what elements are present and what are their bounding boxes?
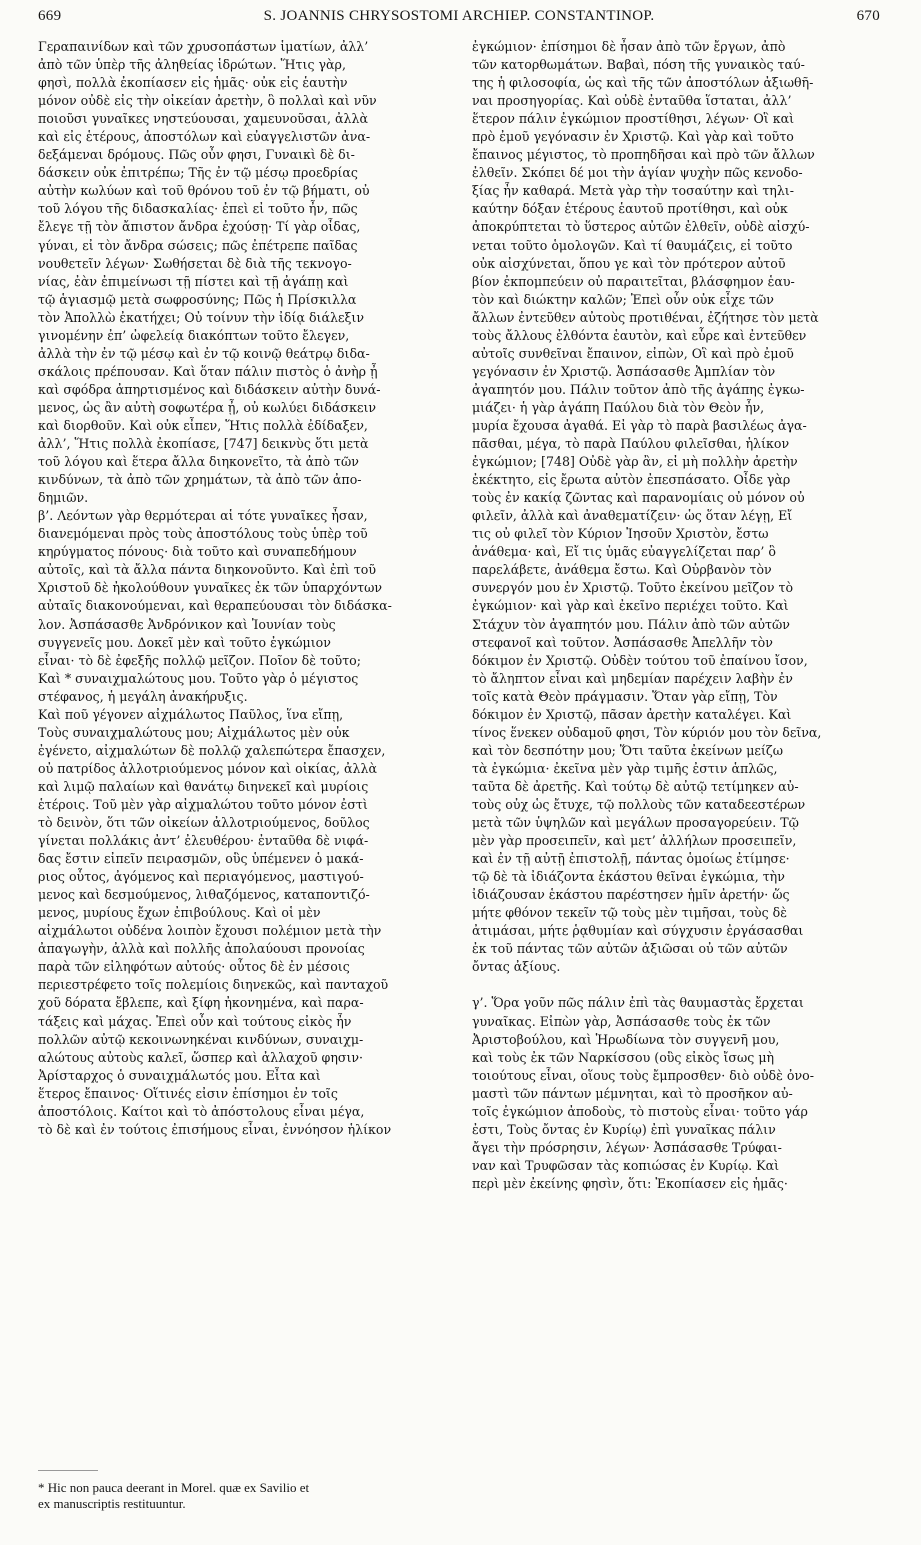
text-line: μετὰ τῶν ὑψηλῶν καὶ μεγάλων προσαγορεύειν. Τῷ xyxy=(472,815,799,831)
text-line: ἐστι, Τοὺς ὄντας ἐν Κυρίῳ) ἐπὶ γυναῖκας πάλιν xyxy=(472,1121,776,1137)
text-line: κηρύγματος πόνους· διὰ τοῦτο καὶ συναπεδήμουν xyxy=(38,544,357,560)
text-line: ἀπαγωγὴν, ἀλλὰ καὶ πολλῆς ἀπολαύουσι προνοίας xyxy=(38,941,365,957)
text-line: ἔπαινος μέγιστος, τὸ προπηδῆσαι καὶ πρὸ τῶν ἄλλων xyxy=(472,147,815,163)
text-line: αὐτοῖς, καὶ τὰ ἄλλα πάντα διηκονοῦντο. Καὶ ἐπὶ τοῦ xyxy=(38,562,377,578)
text-line: οὐ πατρίδος ἀλλοτριούμενος μόνον καὶ οἰκίας, ἀλλὰ xyxy=(38,760,377,776)
footnote-rule xyxy=(38,1470,98,1471)
text-line: παρελάβετε, ἀνάθεμα ἔστω. Καὶ Οὐρβανὸν τὸν xyxy=(472,562,772,578)
text-line: τὸ ἄληπτον εἶναι καὶ μηδεμίαν παρέχειν λαβὴν ἐν xyxy=(472,670,793,686)
text-line: μυρία ἔχουσα ἀγαθά. Εἰ γὰρ τὸ παρὰ βασιλέως ἀγα- xyxy=(472,417,807,433)
text-line: μενος, μυρίους ἔχων ἐπιβούλους. Καὶ οἱ μὲν xyxy=(38,905,321,921)
footnote-line: * Hic non pauca deerant in Morel. quæ ex Savilio et xyxy=(38,1480,310,1495)
right-column-text xyxy=(472,38,890,1193)
footnote-line: ex manuscriptis restituuntur. xyxy=(38,1496,186,1511)
text-line: Στάχυν τὸν ἀγαπητόν μου. Πάλιν ἀπὸ τῶν αὐτῶν xyxy=(472,616,790,632)
text-line: τοῖς κατὰ Θεὸν πράγμασιν. Ὅταν γὰρ εἴπῃ, Τὸν xyxy=(472,688,778,704)
running-title: S. JOANNIS CHRYSOSTOMI ARCHIEP. CONSTANTINOP. xyxy=(263,8,655,24)
text-line: μενος, ὡς ἂν αὐτὴ σοφωτέρα ᾖ, οὐ κωλύει διδάσκειν xyxy=(38,399,377,415)
text-line: ἀπὸ τῶν ὑπὲρ τῆς ἀληθείας ἱδρώτων. Ἥτις γὰρ, xyxy=(38,57,346,73)
text-line: ξίας ἦν καθαρά. Μετὰ γὰρ τὴν τοσαύτην καὶ τηλι- xyxy=(472,183,795,199)
text-line: ναι προσηγορίας. Καὶ οὐδὲ ἐνταῦθα ἵσταται, ἀλλ’ xyxy=(472,93,792,109)
text-line: αἰχμάλωτοι οὐδένα λοιπὸν ἔχουσι πολέμιον μετὰ τὴν xyxy=(38,923,382,939)
text-line: δημιῶν. xyxy=(38,490,89,506)
page-number-right: 670 xyxy=(856,8,880,24)
text-line: μιάζει· ἡ γὰρ ἀγάπη Παύλου διὰ τὸν Θεὸν ἦν, xyxy=(472,399,765,415)
text-line: καὶ διορθοῦν. Καὶ οὐκ εἶπεν, Ἥτις πολλὰ ἐδίδαξεν, xyxy=(38,417,368,433)
left-column-text xyxy=(38,38,456,1139)
text-line: Γεραπαινίδων καὶ τῶν χρυσοπάστων ἱματίων, ἀλλ’ xyxy=(38,39,369,54)
text-line: ἐγκώμιον· ἐπίσημοι δὲ ἦσαν ἀπὸ τῶν ἔργων, ἀπὸ xyxy=(472,39,786,54)
text-line: ριος οὗτος, ἀγόμενος καὶ περιαγόμενος, μαστιγού- xyxy=(38,869,364,885)
text-line: τὸν καὶ διώκτην καλῶν; Ἐπεὶ οὖν οὐκ εἶχε τῶν xyxy=(472,291,774,307)
text-line: εἶναι· τὸ δὲ ἐφεξῆς πολλῷ μεῖζον. Ποῖον δὲ τοῦτο; xyxy=(38,652,361,668)
text-line: της ἡ φιλοσοφία, ὡς καὶ τῆς τῶν ἀποστόλων ἀξιωθῆ- xyxy=(472,75,814,91)
text-line: νίας, ἐὰν ἐπιμείνωσι τῇ πίστει καὶ τῇ ἀγάπῃ καὶ xyxy=(38,273,349,289)
text-line: πολλῶν αὐτῷ κεκοινωνηκέναι κινδύνων, συναιχμ- xyxy=(38,1031,364,1047)
text-line: ἀποκρύπτεται τὸ ὕστερος αὐτῶν ἐλθεῖν, οὐδὲ αἰσχύ- xyxy=(472,219,810,235)
text-line: ἰδιάζουσαν ἑκάστου παρέστησεν ἡμῖν ἀρετήν· ὥς xyxy=(472,887,790,903)
text-line: Ἀρίσταρχος ὁ συναιχμάλωτός μου. Εἶτα καὶ xyxy=(38,1067,321,1083)
running-header xyxy=(38,8,880,30)
text-line: τοὺς οὐχ ὡς ἔτυχε, τῷ πολλοὺς τῶν καταδεεστέρων xyxy=(472,796,806,812)
text-line: ὄντας ἀξίους. xyxy=(472,959,561,975)
text-line: ἀλλ’, Ἥτις πολλὰ ἐκοπίασε, [747] δεικνὺς ὅτι μετὰ xyxy=(38,436,369,452)
text-line: νεται τοῦτο ὁμολογῶν. Καὶ τί θαυμάζεις, εἰ τοῦτο xyxy=(472,237,793,253)
text-line: τὸ δὲ καὶ ἐν τούτοις ἐπισήμους εἶναι, ἐννόησον ἡλίκον xyxy=(38,1121,392,1137)
text-line: δάσκειν οὐκ ἐπιτρέπω; Τῆς ἐν τῷ μέσῳ προεδρίας xyxy=(38,165,358,181)
page-number-left: 669 xyxy=(38,8,62,24)
text-line: Καὶ ποῦ γέγονεν αἰχμάλωτος Παῦλος, ἵνα εἴπῃ, xyxy=(38,706,344,722)
text-line: ἐκ τοῦ πάντας τῶν αὐτῶν ἀξιῶσαι οὐ τῶν αὐτῶν xyxy=(472,941,788,957)
text-line: Καὶ * συναιχμαλώτους μου. Τοῦτο γὰρ ὁ μέγιστος xyxy=(38,670,359,686)
text-line: παρὰ τῶν εἰληφότων αὐτούς· οὗτος δὲ ἐν μέσοις xyxy=(38,959,350,975)
text-line: ἐκέκτητο, εἰς ἔρωτα αὐτὸν ἐπεσπάσατο. Οἶδε γὰρ xyxy=(472,472,791,488)
text-line: συγγενεῖς μου. Δοκεῖ μὲν καὶ τοῦτο ἐγκώμιον xyxy=(38,634,331,650)
text-line: πρὸ ἐμοῦ γεγόνασιν ἐν Χριστῷ. Καὶ γὰρ καὶ τοῦτο xyxy=(472,129,794,145)
text-line: φιλεῖν, ἀλλὰ καὶ ἀναθεματίζειν· ὡς ὅταν λέγῃ, Εἴ xyxy=(472,508,793,524)
text-line: καὶ τὸν δεσπότην μου; Ὅτι ταῦτα ἐκείνων μείζω xyxy=(472,742,783,758)
text-line: Ἀριστοβούλου, καὶ Ἡρωδίωνα τὸν συγγενῆ μου, xyxy=(472,1031,780,1047)
text-line: πᾶσθαι, μέγα, τὸ παρὰ Παύλου φιλεῖσθαι, ἡλίκον xyxy=(472,436,790,452)
text-line: ἔλεγε τῇ τὸν ἄπιστον ἄνδρα ἐχούσῃ· Τί γὰρ οἶδας, xyxy=(38,219,361,235)
text-line: αὐτοῖς συνθεῖναι ἔπαινον, εἰπὼν, Οἳ καὶ πρὸ ἐμοῦ xyxy=(472,345,794,361)
text-line: μόνον οὐδὲ εἰς τὴν οἰκείαν ἀρετὴν, ὃ πολλαὶ καὶ νῦν xyxy=(38,93,377,109)
text-line: καὶ τοὺς ἐκ τῶν Ναρκίσσου (οὓς εἰκὸς ἴσως μὴ xyxy=(472,1049,775,1065)
text-line: τῶν κατορθωμάτων. Βαβαὶ, πόση τῆς γυναικὸς ταύ- xyxy=(472,57,805,73)
text-line: ἄγει τὴν πρόσρησιν, λέγων· Ἀσπάσασθε Τρύφαι- xyxy=(472,1139,782,1155)
text-line: ἀνάθεμα· καὶ, Εἴ τις ὑμᾶς εὐαγγελίζεται παρ’ ὃ xyxy=(472,544,777,560)
text-line: ἐγκώμιον; [748] Οὐδὲ γὰρ ἂν, εἰ μὴ πολλὴν ἀρετὴν xyxy=(472,454,798,470)
text-line: συνεργόν μου ἐν Χριστῷ. Τοῦτο ἐκείνου μεῖζον τὸ xyxy=(472,580,794,596)
text-line: τοὺς ἐν κακίᾳ ζῶντας καὶ παρανομίαις οὐ μόνον οὐ xyxy=(472,490,805,506)
text-line: ἑτέροις. Τοῦ μὲν γὰρ αἰχμαλώτου τοῦτο μόνον ἐστὶ xyxy=(38,796,368,812)
text-line: στέφανος, ἡ μεγάλη ἀνακήρυξις. xyxy=(38,688,248,704)
text-line: γίνεται πολλάκις ἀντ’ ἐλευθέρου· ἐνταῦθα δὲ νιφά- xyxy=(38,833,369,849)
text-line: χοῦ δόρατα ἔβλεπε, καὶ ξίφη ἠκονημένα, καὶ παρα- xyxy=(38,995,364,1011)
text-line: γύναι, εἰ τὸν ἄνδρα σώσεις; πῶς ἐπέτρεπε παῖδας xyxy=(38,237,358,253)
text-line: τοὺς ἄλλους ἐλθόντα ἑαυτὸν, καὶ εὗρε καὶ ἐντεῦθεν xyxy=(472,327,807,343)
text-line: φησὶ, πολλὰ ἐκοπίασεν εἰς ἡμᾶς· οὐκ εἰς ἑαυτὴν xyxy=(38,75,348,91)
text-line: τοῖς ἐγκώμιον ἀποδοὺς, τὸ πιστοὺς εἶναι· τοῦτο γάρ xyxy=(472,1103,808,1119)
text-line: περὶ μὲν ἐκείνης φησὶν, ὅτι: Ἐκοπίασεν εἰς ἡμᾶς· xyxy=(472,1175,788,1191)
text-line: αὐτὴν κωλύων καὶ τοῦ θρόνου τοῦ ἐν τῷ βήματι, οὐ xyxy=(38,183,370,199)
text-line: διανεμόμεναι πρὸς τοὺς ἀποστόλους τοὺς ὑπὲρ τοῦ xyxy=(38,526,368,542)
text-line: αλώτους αὐτοὺς καλεῖ, ὥσπερ καὶ ἀλλαχοῦ φησιν· xyxy=(38,1049,364,1065)
text-line: μαστὶ τῶν πάντων μέμνηται, καὶ τὸ προσῆκον αὐ- xyxy=(472,1085,793,1101)
text-line: τοιούτους εἶναι, οἵους τοὺς ἔμπροσθεν· διὸ οὐδὲ ὀνο- xyxy=(472,1067,814,1083)
footnote xyxy=(38,1480,456,1512)
text-line: τοῦ λόγου τῆς διδασκαλίας· ἐπεὶ εἰ τοῦτο ἦν, πῶς xyxy=(38,201,358,217)
text-line: στεφανοῖ καὶ τοῦτον. Ἀσπάσασθε Ἀπελλῆν τὸν xyxy=(472,634,773,650)
text-line: ἕτερος ἔπαινος· Οἵτινές εἰσιν ἐπίσημοι ἐν τοῖς xyxy=(38,1085,338,1101)
text-line: κινδύνων, τὰ ἀπὸ τῶν χρημάτων, τὰ ἀπὸ τῶν ἀπο- xyxy=(38,472,362,488)
text-line: ἀτιμάσαι, μήτε ῥᾳθυμίαν καὶ σύγχυσιν ἐργάσασθαι xyxy=(472,923,804,939)
text-line: β’. Λεόντων γὰρ θερμότεραι αἱ τότε γυναῖκες ἦσαν, xyxy=(38,508,368,524)
text-line: καύτην δόξαν ἑτέρους ἑαυτοῦ προτίθησι, καὶ οὐκ xyxy=(472,201,788,217)
text-line xyxy=(472,976,890,994)
text-line: τὰ ἐγκώμια· ἐκεῖνα μὲν γὰρ τιμῆς ἐστιν ἁπλῶς, xyxy=(472,760,778,776)
text-line: τὸ δεινὸν, ὅτι τῶν οἰκείων ἀλλοτριούμενος, δοῦλος xyxy=(38,815,370,831)
text-line: δόκιμον ἐν Χριστῷ, πᾶσαν ἀρετὴν καταλέγει. Καὶ xyxy=(472,706,792,722)
text-line: νουθετεῖν λέγων· Σωθήσεται δὲ διὰ τῆς τεκνογο- xyxy=(38,255,352,271)
text-line: μενος καὶ δεσμούμενος, λιθαζόμενος, καταποντιζό- xyxy=(38,887,370,903)
text-line: γινομένην ἐπ’ ὠφελείᾳ διακόπτων τοῦτο ἔλεγεν, xyxy=(38,327,350,343)
text-line: ἕτερον πάλιν ἐγκώμιον προστίθησι, λέγων· Οἳ καὶ xyxy=(472,111,795,127)
text-line: δας ἔστιν εἰπεῖν πειρασμῶν, οὓς ὑπέμενεν ὁ μακά- xyxy=(38,851,364,867)
text-line: ναν καὶ Τρυφῶσαν τὰς κοπιώσας ἐν Κυρίῳ. Καὶ xyxy=(472,1157,780,1173)
text-line: μὲν γὰρ προσειπεῖν, καὶ μετ’ ἀλλήλων προσειπεῖν, xyxy=(472,833,797,849)
text-line: Τοὺς συναιχμαλώτους μου; Αἰχμάλωτος μὲν οὐκ xyxy=(38,724,350,740)
text-line: τῷ δὲ τὰ ἰδιάζοντα ἑκάστου θεῖναι ἐγκώμια, τὴν xyxy=(472,869,785,885)
text-line: γυναῖκας. Εἰπὼν γὰρ, Ἀσπάσασθε τοὺς ἐκ τῶν xyxy=(472,1013,771,1029)
text-line: μήτε φθόνον τεκεῖν τῷ τοὺς μὲν τιμῆσαι, τοὺς δὲ xyxy=(472,905,787,921)
text-line: οὐκ αἰσχύνεται, ὅπου γε καὶ τὸν πρότερον αὐτοῦ xyxy=(472,255,786,271)
text-line: γεγόνασιν ἐν Χριστῷ. Ἀσπάσασθε Ἀμπλίαν τὸν xyxy=(472,363,776,379)
text-line: λον. Ἀσπάσασθε Ἀνδρόνικον καὶ Ἰουνίαν τοὺς xyxy=(38,616,336,632)
text-line: γ’. Ὅρα γοῦν πῶς πάλιν ἐπὶ τὰς θαυμαστὰς ἔρχεται xyxy=(472,995,804,1011)
text-line: δόκιμον ἐν Χριστῷ. Οὐδὲν τούτου τοῦ ἐπαίνου ἴσον, xyxy=(472,652,808,668)
text-line: τῷ ἁγιασμῷ μετὰ σωφροσύνης; Πῶς ἡ Πρίσκιλλα xyxy=(38,291,357,307)
text-line: τὸν Ἀπολλὼ ἐκατήχει; Οὐ τοίνυν τὴν ἰδίᾳ διάλεξιν xyxy=(38,309,365,325)
text-line: καὶ σφόδρα ἀπηρτισμένος καὶ διδάσκειν αὐτὴν δυνά- xyxy=(38,381,381,397)
text-line: καὶ ἐν τῇ αὐτῇ ἐπιστολῇ, πάντας ὁμοίως ἐτίμησε· xyxy=(472,851,790,867)
text-line: καὶ λιμῷ παλαίων καὶ θανάτῳ διηνεκεῖ καὶ μυρίοις xyxy=(38,778,369,794)
text-line: ἄλλων ἐντεῦθεν αὐτοὺς προτιθέναι, ἐζήτησε τὸν μετὰ xyxy=(472,309,819,325)
text-line: αὐταῖς διακονούμεναι, καὶ θεραπεύουσαι τὸν διδάσκα- xyxy=(38,598,392,614)
text-line: τάξεις καὶ μάχας. Ἐπεὶ οὖν καὶ τούτους εἰκὸς ἦν xyxy=(38,1013,352,1029)
text-line: τοῦ λόγου καὶ ἕτερα ἄλλα διηκονεῖτο, τὰ ἀπὸ τῶν xyxy=(38,454,359,470)
text-line: βίον ἐκπομπεύειν οὐ παραιτεῖται, βλάσφημον ἑαυ- xyxy=(472,273,795,289)
text-line: Χριστοῦ δὲ ἠκολούθουν γυναῖκες ἐκ τῶν ὑπαρχόντων xyxy=(38,580,383,596)
text-line: περιεστρέφετο τοῖς πολεμίοις διηνεκῶς, καὶ πανταχοῦ xyxy=(38,977,389,993)
text-line: τις οὐ φιλεῖ τὸν Κύριον Ἰησοῦν Χριστὸν, ἔστω xyxy=(472,526,769,542)
text-line: καὶ εἰς ἑτέρους, ἀποστόλων καὶ εὐαγγελιστῶν ἀνα- xyxy=(38,129,371,145)
text-line: ἐγκώμιον· καὶ γὰρ καὶ ἐκεῖνο περιέχει τοῦτο. Καὶ xyxy=(472,598,789,614)
text-line: ἐγένετο, αἰχμαλώτων δὲ πολλῷ χαλεπώτερα ἔπασχεν, xyxy=(38,742,386,758)
text-line: ἀλλὰ τὴν ἐν τῷ μέσῳ καὶ ἐν τῷ κοινῷ θεάτρῳ διδα- xyxy=(38,345,370,361)
text-line: ἐλθεῖν. Σκόπει δέ μοι τὴν ἁγίαν ψυχὴν πῶς κενοδο- xyxy=(472,165,803,181)
text-line: ἀγαπητόν μου. Πάλιν τοῦτον ἀπὸ τῆς ἀγάπης ἐγκω- xyxy=(472,381,805,397)
text-line: ταῦτα δὲ ἀρετῆς. Καὶ τούτῳ δὲ αὐτῷ τετίμηκεν αὐ- xyxy=(472,778,799,794)
text-line: ποιοῦσι γυναῖκες νηστεύουσαι, χαμευνοῦσαι, ἀλλὰ xyxy=(38,111,368,127)
text-line: σκάλοις πρέπουσαν. Καὶ ὅταν πάλιν πιστὸς ὁ ἀνὴρ ᾖ xyxy=(38,363,378,379)
text-line: δεξάμεναι δρόμους. Πῶς οὖν φησι, Γυναικὶ δὲ δι- xyxy=(38,147,355,163)
text-line: ἀποστόλοις. Καίτοι καὶ τὸ ἀπόστολους εἶναι μέγα, xyxy=(38,1103,365,1119)
text-line: τίνος ἕνεκεν οὐδαμοῦ φησι, Τὸν κύριόν μου τὸν δεῖνα, xyxy=(472,724,822,740)
